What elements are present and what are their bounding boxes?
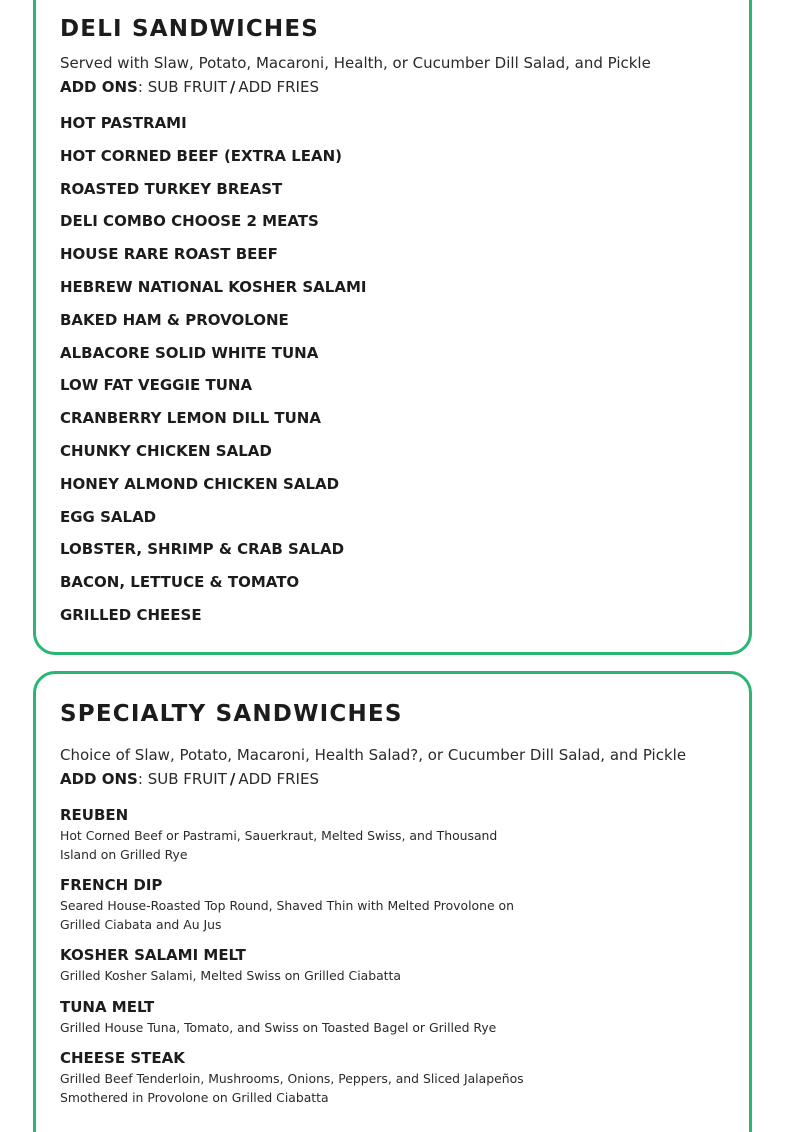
menu-item: HOUSE RARE ROAST BEEF (60, 245, 278, 264)
menu-item: EGG SALAD (60, 507, 157, 526)
menu-item: CHUNKY CHICKEN SALAD (60, 441, 272, 460)
menu-item: ROASTED TURKEY BREAST (60, 179, 283, 198)
menu-item-name: CHEESE STEAK (60, 1049, 185, 1067)
deli-section-title: DELI SANDWICHES (60, 16, 320, 42)
specialty-sandwiches-section (33, 671, 752, 1132)
menu-item-description: Seared House-Roasted Top Round, Shaved Thin with Melted Provolone on Grilled Ciabata and Au Jus (60, 898, 514, 932)
add-on-add-fries: ADD FRIES (238, 770, 319, 788)
menu-item-name: TUNA MELT (60, 997, 155, 1016)
add-on-add-fries: ADD FRIES (238, 78, 319, 96)
specialty-section-title: SPECIALTY SANDWICHES (60, 701, 403, 727)
menu-item (60, 943, 725, 986)
deli-item-list (60, 111, 725, 636)
menu-item-name: REUBEN (60, 806, 129, 824)
menu-item: ALBACORE SOLID WHITE TUNA (60, 343, 319, 362)
add-on-slash: / (229, 78, 236, 96)
menu-item-description: Hot Corned Beef or Pastrami, Sauerkraut, Melted Swiss, and Thousand Island on Grilled Rye (60, 828, 498, 862)
add-ons-separator: : (137, 78, 143, 96)
add-on-sub-fruit: SUB FRUIT (147, 78, 227, 96)
menu-item-name: KOSHER SALAMI MELT (60, 946, 246, 964)
menu-item: HEBREW NATIONAL KOSHER SALAMI (60, 277, 367, 296)
menu-item-description: Grilled House Tuna, Tomato, and Swiss on Toasted Bagel or Grilled Rye (60, 1019, 497, 1035)
menu-item: CRANBERRY LEMON DILL TUNA (60, 409, 321, 428)
menu-item-name: FRENCH DIP (60, 876, 163, 894)
specialty-section-subtitle: Choice of Slaw, Potato, Macaroni, Health Salad?, or Cucumber Dill Salad, and Pickle (60, 746, 687, 764)
menu-item-description: Grilled Beef Tenderloin, Mushrooms, Onions, Peppers, and Sliced Jalapeños Smothered in Provolone on Grilled Ciabatta (60, 1071, 524, 1105)
add-on-slash: / (229, 770, 236, 788)
menu-item: DELI COMBO CHOOSE 2 MEATS (60, 212, 319, 231)
menu-item (60, 995, 725, 1038)
deli-section-subtitle: Served with Slaw, Potato, Macaroni, Health, or Cucumber Dill Salad, and Pickle (60, 54, 651, 72)
menu-item: BACON, LETTUCE & TOMATO (60, 573, 300, 592)
deli-sandwiches-section (33, 0, 752, 655)
add-ons-label: ADD ONS (60, 770, 138, 788)
menu-item: HOT PASTRAMI (60, 114, 187, 132)
add-ons-separator: : (137, 770, 143, 788)
menu-item: HONEY ALMOND CHICKEN SALAD (60, 474, 340, 493)
menu-item (60, 1046, 725, 1107)
add-on-sub-fruit: SUB FRUIT (147, 770, 227, 788)
menu-item (60, 803, 725, 864)
menu-item (60, 873, 725, 934)
menu-item-description: Grilled Kosher Salami, Melted Swiss on Grilled Ciabatta (60, 968, 401, 983)
specialty-item-list (60, 803, 725, 1107)
specialty-add-ons (60, 767, 725, 791)
menu-item: GRILLED CHEESE (60, 605, 202, 624)
menu-item: BAKED HAM & PROVOLONE (60, 310, 289, 329)
menu-item: LOBSTER, SHRIMP & CRAB SALAD (60, 540, 345, 559)
menu-item: LOW FAT VEGGIE TUNA (60, 376, 253, 395)
menu-item: HOT CORNED BEEF (EXTRA LEAN) (60, 146, 343, 165)
deli-add-ons (60, 75, 725, 99)
add-ons-label: ADD ONS (60, 78, 138, 96)
